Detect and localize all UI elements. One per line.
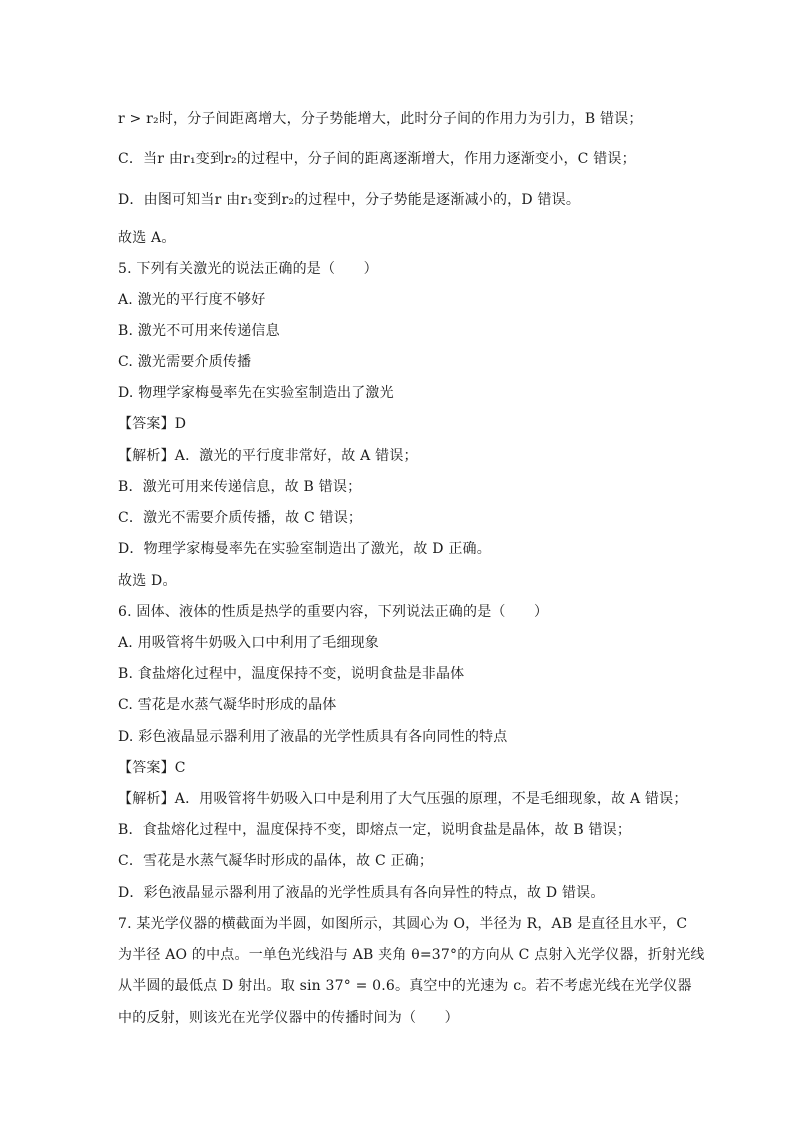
text-line: D．由图可知当r 由r₁变到r₂的过程中，分子势能是逐渐减小的，D 错误。	[118, 192, 581, 208]
option-d: D. 彩色液晶显示器利用了液晶的光学性质具有各向同性的特点	[118, 729, 508, 745]
text-line: r > r₂时，分子间距离增大，分子势能增大，此时分子间的作用力为引力，B 错误；	[118, 111, 643, 127]
analysis-line: D．彩色液晶显示器利用了液晶的光学性质具有各向异性的特点，故 D 错误。	[118, 885, 605, 901]
option-c: C. 激光需要介质传播	[118, 354, 252, 370]
question-stem: 7. 某光学仪器的横截面为半圆，如图所示，其圆心为 O，半径为 R，AB 是直径且水平，C	[118, 916, 688, 932]
answer-label: 【答案】C	[118, 760, 186, 776]
option-b: B. 激光不可用来传递信息	[118, 323, 280, 339]
question-stem: 6. 固体、液体的性质是热学的重要内容，下列说法正确的是（ ）	[118, 604, 549, 620]
option-d: D. 物理学家梅曼率先在实验室制造出了激光	[118, 385, 394, 401]
option-a: A. 激光的平行度不够好	[118, 292, 266, 308]
question-stem: 从半圆的最低点 D 射出。取 sin 37° = 0.6。真空中的光速为 c。若不考虑光线在光学仪器	[118, 978, 692, 994]
option-a: A. 用吸管将牛奶吸入口中利用了毛细现象	[118, 635, 380, 651]
option-c: C. 雪花是水蒸气凝华时形成的晶体	[118, 697, 337, 713]
answer-label: 【答案】D	[118, 416, 187, 432]
analysis-line: B．激光可用来传递信息，故 B 错误；	[118, 479, 362, 495]
option-b: B. 食盐熔化过程中，温度保持不变，说明食盐是非晶体	[118, 666, 465, 682]
analysis-line: 【解析】A．用吸管将牛奶吸入口中是利用了大气压强的原理，不是毛细现象，故 A 错误；	[118, 791, 688, 807]
analysis-line: D．物理学家梅曼率先在实验室制造出了激光，故 D 正确。	[118, 541, 491, 557]
analysis-line: B．食盐熔化过程中，温度保持不变，即熔点一定，说明食盐是晶体，故 B 错误；	[118, 822, 632, 838]
question-stem: 5. 下列有关激光的说法正确的是（ ）	[118, 261, 378, 277]
analysis-line: C．激光不需要介质传播，故 C 错误；	[118, 510, 363, 526]
question-stem: 中的反射，则该光在光学仪器中的传播时间为（ ）	[118, 1010, 459, 1026]
analysis-line: C．雪花是水蒸气凝华时形成的晶体，故 C 正确；	[118, 853, 434, 869]
text-line: C．当r 由r₁变到r₂的过程中，分子间的距离逐渐增大，作用力逐渐变小，C 错误；	[118, 151, 636, 167]
analysis-line: 【解析】A．激光的平行度非常好，故 A 错误；	[118, 448, 418, 464]
text-line: 故选 D。	[118, 573, 177, 589]
text-line: 故选 A。	[118, 230, 176, 246]
question-stem: 为半径 AO 的中点。一单色光线沿与 AB 夹角 θ=37°的方向从 C 点射入光学仪器，折射光线	[118, 947, 705, 963]
